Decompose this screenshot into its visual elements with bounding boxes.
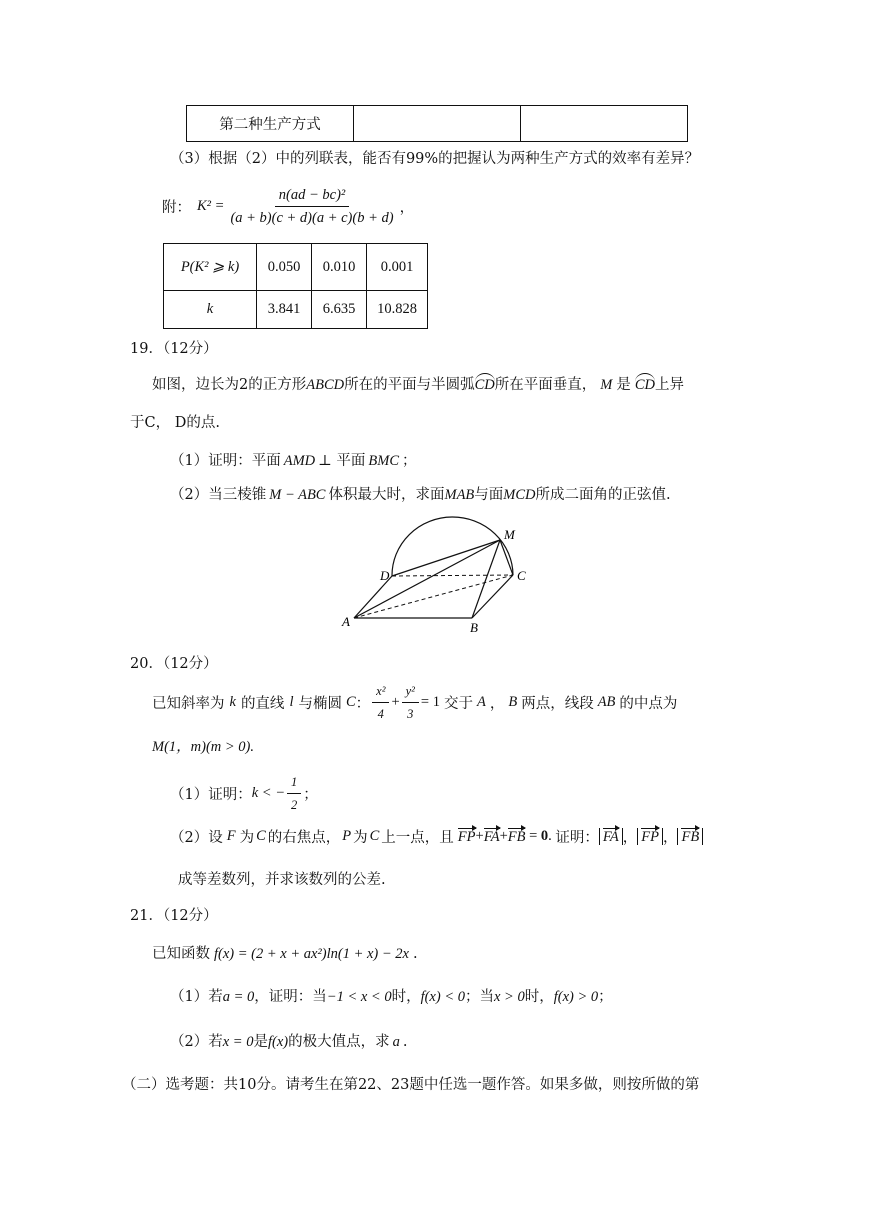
ellipse-c: C bbox=[369, 828, 380, 844]
question-21-part-2 bbox=[170, 1030, 407, 1051]
text: 是 bbox=[616, 377, 631, 393]
text: （2）设 bbox=[170, 830, 223, 846]
condition-x: x = 0 bbox=[222, 1034, 254, 1050]
text: 与椭圆 bbox=[298, 696, 342, 712]
zero-vector: 0 bbox=[540, 828, 549, 844]
text: ； bbox=[402, 453, 417, 469]
section-2-elective: （二）选考题：共10分。请考生在第22、23题中任选一题作答。如果多做，则按所做的第 bbox=[122, 1077, 700, 1093]
text: （1）证明： bbox=[170, 787, 252, 803]
point-m: M bbox=[600, 377, 613, 393]
formula-suffix: ， bbox=[399, 200, 415, 216]
text: （1）证明：平面 bbox=[170, 453, 281, 469]
text: ， bbox=[489, 696, 505, 712]
var-a: a bbox=[392, 1034, 400, 1050]
appendix-formula bbox=[162, 186, 414, 227]
label-m: M bbox=[504, 527, 515, 542]
numerator: y² bbox=[402, 682, 419, 703]
plane-mab: MAB bbox=[444, 487, 475, 503]
label-a: A bbox=[342, 614, 350, 629]
label-d: D bbox=[380, 568, 390, 583]
plane-mcd: MCD bbox=[503, 487, 536, 503]
question-20-part-1 bbox=[170, 773, 318, 814]
question-18-part-3: （3）根据（2）中的列联表，能否有99%的把握认为两种生产方式的效率有差异？ bbox=[170, 151, 700, 167]
text: 如图，边长为2的正方形 bbox=[152, 377, 307, 393]
question-19-line-2: 于C， D的点. bbox=[130, 415, 220, 431]
ellipse-c: C bbox=[345, 694, 356, 710]
edge-dc bbox=[392, 575, 513, 576]
text: 上异 bbox=[655, 377, 684, 393]
text: 时， bbox=[391, 989, 421, 1005]
text: 证明： bbox=[555, 830, 599, 846]
denominator: 4 bbox=[377, 707, 384, 721]
text: 两点，线段 bbox=[521, 696, 594, 712]
function-f: f(x) bbox=[267, 1034, 289, 1050]
semicircle-arc bbox=[392, 517, 513, 576]
formula-denominator: (a + b)(c + d)(a + c)(b + d) bbox=[230, 210, 394, 226]
vector-fb: FB bbox=[507, 829, 526, 845]
k-value-cell: 3.841 bbox=[257, 291, 312, 329]
text: 所在平面垂直， bbox=[494, 377, 597, 393]
text: （1）若 bbox=[170, 989, 223, 1005]
numerator: x² bbox=[372, 682, 389, 703]
var-k: k bbox=[229, 694, 236, 710]
segment-ab: AB bbox=[597, 694, 616, 710]
text: 的直线 bbox=[240, 696, 285, 712]
inequality: k < − bbox=[251, 785, 285, 801]
arc-cd: CD bbox=[635, 373, 655, 394]
text: ⊥ 平面 bbox=[318, 453, 366, 469]
text: 交于 bbox=[443, 696, 473, 712]
k-value-cell: 6.635 bbox=[312, 291, 367, 329]
magnitude-fb bbox=[677, 828, 703, 845]
function-definition: f(x) = (2 + x + ax²)ln(1 + x) − 2x bbox=[214, 946, 409, 962]
denominator: 2 bbox=[291, 798, 298, 812]
geometry-figure bbox=[330, 508, 540, 636]
p-value-cell: 0.050 bbox=[257, 244, 312, 291]
text: 所成二面角的正弦值. bbox=[535, 487, 671, 503]
question-19-part-2 bbox=[170, 483, 671, 504]
question-20-line-1: 已知斜率为 k 的直线 l 与椭圆 C ： $\frac{\text{x²}}{4}$ + $\frac{\text{y²}}{3}$ = 1 交于 A ， B 两点，线段 AB 的中点为 bbox=[152, 684, 678, 721]
question-20-header: 20．（12分） bbox=[130, 656, 218, 672]
interval: x > 0 bbox=[493, 989, 525, 1005]
text: 与面 bbox=[474, 487, 504, 503]
question-21-header: 21．（12分） bbox=[130, 908, 218, 924]
fraction-y2-3 bbox=[402, 682, 419, 723]
vector-fb: FB bbox=[681, 829, 700, 845]
text: 的极大值点，求 bbox=[288, 1034, 390, 1050]
point-b: B bbox=[508, 694, 518, 710]
vector-fp: FP bbox=[641, 829, 659, 845]
text: 已知斜率为 bbox=[152, 696, 225, 712]
point-p: P bbox=[342, 828, 352, 844]
plane-bmc: BMC bbox=[368, 453, 400, 469]
text: （2）当三棱锥 bbox=[170, 487, 267, 503]
question-20-line-2: M(1，m)(m > 0). bbox=[152, 739, 254, 755]
p-value-cell: 0.001 bbox=[367, 244, 428, 291]
interval: −1 < x < 0 bbox=[326, 989, 392, 1005]
table-cell bbox=[354, 106, 521, 142]
magnitude-fa bbox=[599, 828, 623, 845]
text: 时， bbox=[524, 989, 554, 1005]
text: ；当 bbox=[464, 989, 494, 1005]
question-20-part-2: （2）设 F 为 C 的右焦点， P 为 C 上一点，且 FP + FA + FB = 0 . 证明： FA ， FP ， FB bbox=[170, 826, 703, 847]
question-19-part-1 bbox=[170, 449, 417, 470]
square-name: ABCD bbox=[306, 377, 345, 393]
formula-numerator: n(ad − bc)² bbox=[275, 186, 349, 207]
text: . bbox=[402, 1034, 408, 1050]
question-20-part-2-cont: 成等差数列，并求该数列的公差. bbox=[178, 872, 386, 888]
var-l: l bbox=[289, 694, 294, 710]
point-f: F bbox=[226, 828, 236, 844]
text: 为 bbox=[353, 830, 368, 846]
text: 为 bbox=[239, 830, 255, 846]
tetrahedron: M − ABC bbox=[269, 487, 326, 503]
fraction-half bbox=[287, 773, 301, 814]
appendix-prefix: 附： bbox=[162, 200, 191, 216]
text: 所在的平面与半圆弧 bbox=[344, 377, 475, 393]
edge-dm bbox=[392, 540, 500, 576]
row-label-second-method: 第二种生产方式 bbox=[187, 106, 354, 142]
inequality: f(x) > 0 bbox=[553, 989, 599, 1005]
label-c: C bbox=[517, 568, 526, 583]
table-row-label-k: k bbox=[164, 291, 257, 329]
critical-value-table bbox=[163, 243, 428, 329]
question-19-header: 19．（12分） bbox=[130, 341, 218, 357]
text: 体积最大时，求面 bbox=[328, 487, 445, 503]
plane-amd: AMD bbox=[283, 453, 316, 469]
magnitude-fp bbox=[637, 828, 663, 845]
text: ，证明：当 bbox=[254, 989, 327, 1005]
table-row-label-p: P(K² ⩾ k) bbox=[164, 244, 257, 291]
text: ； bbox=[303, 787, 318, 803]
edge-am bbox=[354, 540, 500, 618]
equals-one: = 1 bbox=[420, 694, 440, 710]
formula-lhs: K² = bbox=[197, 198, 225, 214]
numerator: 1 bbox=[287, 773, 301, 794]
text: . bbox=[412, 946, 418, 962]
text: ； bbox=[598, 989, 613, 1005]
text: 是 bbox=[253, 1034, 268, 1050]
formula-fraction bbox=[226, 186, 397, 227]
fraction-x2-4 bbox=[372, 682, 389, 723]
edge-bc bbox=[472, 575, 513, 618]
k-value-cell: 10.828 bbox=[367, 291, 428, 329]
table-cell bbox=[521, 106, 688, 142]
text: 已知函数 bbox=[152, 946, 210, 962]
contingency-table-fragment bbox=[186, 105, 688, 142]
diagonal-ac bbox=[354, 575, 513, 618]
vector-fa: FA bbox=[483, 829, 500, 845]
ellipse-c: C bbox=[256, 828, 266, 844]
point-a: A bbox=[476, 694, 486, 710]
question-19-line-1 bbox=[152, 373, 684, 394]
question-21-part-1 bbox=[170, 985, 613, 1006]
question-21-line-1 bbox=[152, 942, 418, 963]
vector-fa: FA bbox=[602, 829, 619, 845]
label-b: B bbox=[470, 620, 478, 635]
p-value-cell: 0.010 bbox=[312, 244, 367, 291]
condition-a: a = 0 bbox=[222, 989, 255, 1005]
text: 的中点为 bbox=[619, 696, 678, 712]
edge-cm bbox=[500, 540, 513, 575]
vector-fp: FP bbox=[457, 829, 476, 845]
text: （2）若 bbox=[170, 1034, 223, 1050]
arc-cd: CD bbox=[475, 373, 495, 394]
denominator: 3 bbox=[407, 707, 414, 721]
inequality: f(x) < 0 bbox=[420, 989, 465, 1005]
text: 上一点，且 bbox=[381, 830, 454, 846]
edge-bm bbox=[472, 540, 500, 618]
text: 的右焦点， bbox=[267, 830, 341, 846]
